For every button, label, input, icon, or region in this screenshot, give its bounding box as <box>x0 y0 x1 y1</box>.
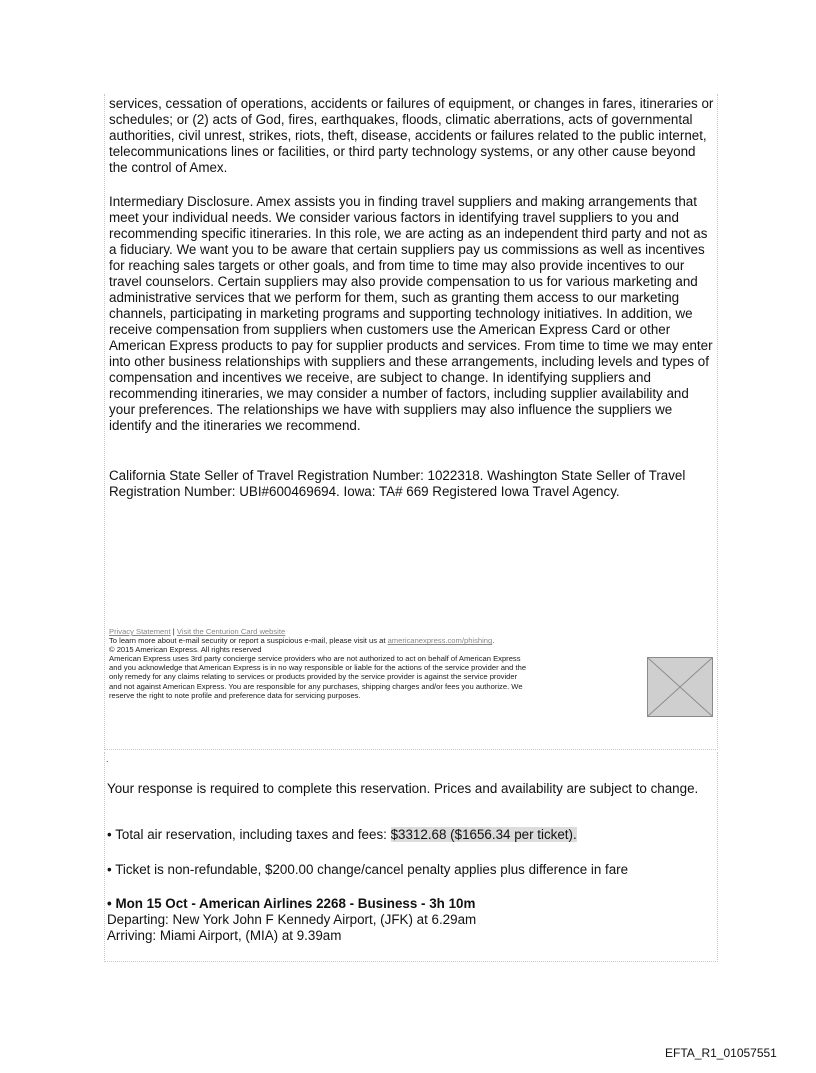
ticket-policy-text: Ticket is non-refundable, $200.00 change/cancel penalty applies plus difference in fare <box>115 862 629 877</box>
phishing-text: To learn more about e-mail security or report a suspicious e-mail, please visit us at <box>109 636 386 646</box>
phishing-link[interactable]: americanexpress.com/phishing <box>387 636 493 646</box>
phishing-period: . <box>492 636 495 646</box>
phishing-row <box>109 636 644 645</box>
bullet-marker: • <box>107 827 112 842</box>
flight-title-text: Mon 15 Oct - American Airlines 2268 - Business - 3h 10m <box>115 896 476 911</box>
total-label: Total air reservation, including taxes and fees: <box>115 827 391 842</box>
bullet-marker: • <box>107 862 112 877</box>
link-separator: | <box>172 627 175 636</box>
disclaimer-line: and you acknowledge that American Express is in no way responsible or liable for the actions of the service provider and the <box>109 663 527 673</box>
terms-paragraph: services, cessation of operations, accidents or failures of equipment, or changes in fares, itineraries or schedules; or (2) acts of God, fires, earthquakes, floods, climatic aberrations, acts of governmental authorities, civil unrest, strikes, riots, theft, disease, accidents or failures related to the public internet, telecommunications lines or facilities, or third party technology systems, or any other cause beyond the control of Amex. <box>109 96 714 175</box>
footer-links-row <box>109 627 644 636</box>
copyright-text: © 2015 American Express. All rights reserved <box>109 645 262 655</box>
disclaimer-line: only remedy for any claims relating to services or products provided by the service provider is against the service provider <box>109 672 518 682</box>
disclaimer-line: and not against American Express. You are responsible for any purchases, shipping charges and/or fees you authorize. We <box>109 681 523 691</box>
broken-image-icon <box>648 658 712 716</box>
departing-info: Departing: New York John F Kennedy Airport, (JFK) at 6.29am <box>107 912 477 927</box>
arriving-info: Arriving: Miami Airport, (MIA) at 9.39am <box>107 928 342 943</box>
intermediary-disclosure-paragraph: Intermediary Disclosure. Amex assists you in finding travel suppliers and making arrangements that meet your individual needs. We consider various factors in identifying travel suppliers to you and recommending specific itineraries. In this role, we are acting as an independent third party and not as a fiduciary. We want you to be aware that certain suppliers pay us commissions as well as incentives for reaching sales targets or other goals, and from time to time may also provide incentives to our travel counselors. Certain suppliers may also provide compensation to us for various marketing and administrative services that we perform for them, such as granting them access to our marketing channels, participating in marketing programs and supporting technology initiatives. In addition, we receive compensation from suppliers when customers use the American Express Card or other American Express products to pay for supplier products and services. From time to time we may enter into other business relationships with suppliers and these arrangements, including levels and types of compensation and incentives we receive, are subject to change. In identifying suppliers and recommending itineraries, we may consider a number of factors, including supplier availability and your preferences. The relationships we have with suppliers may also influence the suppliers we identify and the itineraries we recommend. <box>109 194 713 433</box>
centurion-card-link[interactable]: Visit the Centurion Card website <box>176 627 286 636</box>
total-reservation-item <box>107 827 577 843</box>
bullet-marker: • <box>107 896 112 911</box>
document-id: EFTA_R1_01057551 <box>665 1046 777 1060</box>
flight-segment-title <box>107 896 475 912</box>
privacy-statement-link[interactable]: Privacy Statement <box>109 627 171 636</box>
registration-paragraph: California State Seller of Travel Registration Number: 1022318. Washington State Seller of Travel Registration Number: UBI#600469694. Iowa: TA# 669 Registered Iowa Travel Agency. <box>109 468 686 499</box>
ticket-policy-item <box>107 862 628 878</box>
disclaimer-line: reserve the right to note profile and preference data for servicing purposes. <box>109 690 361 700</box>
disclaimer-line: American Express uses 3rd party concierge service providers who are not authorized to act on behalf of American Express <box>109 654 521 664</box>
email-footer <box>109 627 644 700</box>
total-price: $3312.68 ($1656.34 per ticket). <box>390 827 577 842</box>
separator-dot: . <box>106 754 109 764</box>
broken-image-placeholder <box>647 657 713 717</box>
response-required-notice: Your response is required to complete this reservation. Prices and availability are subject to change. <box>107 781 699 796</box>
